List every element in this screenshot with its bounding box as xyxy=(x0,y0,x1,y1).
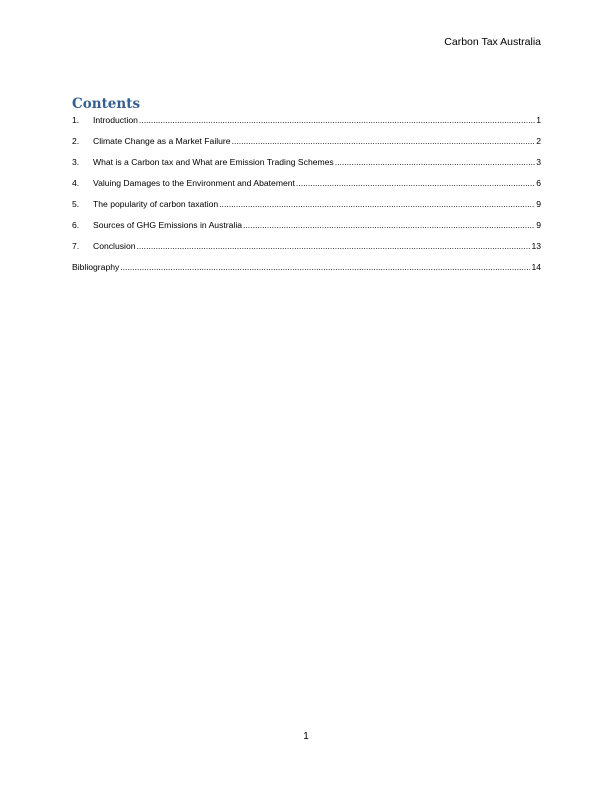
toc-entry-introduction[interactable] xyxy=(72,113,541,134)
toc-entry-number: 3. xyxy=(72,157,80,167)
toc-entry-valuing-damages[interactable] xyxy=(72,176,541,197)
toc-entry-page: 13 xyxy=(531,241,541,251)
toc-entry-bibliography[interactable] xyxy=(72,260,541,274)
toc-entry-label: The popularity of carbon taxation xyxy=(93,199,219,209)
toc-leader-dots xyxy=(232,134,536,148)
toc-entry-label: Introduction xyxy=(93,115,138,125)
toc-entry-page: 14 xyxy=(531,262,541,272)
toc-entry-page: 2 xyxy=(536,136,541,146)
toc-entry-number: 6. xyxy=(72,220,80,230)
toc-entry-label: Climate Change as a Market Failure xyxy=(93,136,231,146)
toc-entry-label: Sources of GHG Emissions in Australia xyxy=(93,220,243,230)
toc-leader-dots xyxy=(139,113,535,127)
toc-title: Contents xyxy=(72,96,141,112)
toc-entry-page: 1 xyxy=(536,115,541,125)
toc-entry-page: 6 xyxy=(536,178,541,188)
toc-entry-ghg-sources[interactable] xyxy=(72,218,541,239)
toc-entry-number: 7. xyxy=(72,241,80,251)
toc-leader-dots xyxy=(243,218,535,232)
toc-entry-number: 1. xyxy=(72,115,80,125)
toc-entry-carbon-tax-ets[interactable] xyxy=(72,155,541,176)
toc-leader-dots xyxy=(219,197,535,211)
toc-entry-conclusion[interactable] xyxy=(72,239,541,260)
running-header: Carbon Tax Australia xyxy=(444,36,541,48)
toc-entry-label: What is a Carbon tax and What are Emission Trading Schemes xyxy=(93,157,334,167)
toc-leader-dots xyxy=(335,155,535,169)
toc-entry-page: 3 xyxy=(536,157,541,167)
toc-leader-dots xyxy=(120,260,530,274)
page-number: 1 xyxy=(303,731,309,742)
toc-leader-dots xyxy=(296,176,535,190)
toc-entry-page: 9 xyxy=(536,220,541,230)
toc-leader-dots xyxy=(137,239,531,253)
toc-entry-number: 2. xyxy=(72,136,80,146)
toc-entry-number: 5. xyxy=(72,199,80,209)
toc-entry-label: Bibliography xyxy=(72,262,120,272)
table-of-contents xyxy=(72,113,541,274)
toc-entry-page: 9 xyxy=(536,199,541,209)
toc-entry-number: 4. xyxy=(72,178,80,188)
toc-entry-label: Valuing Damages to the Environment and Abatement xyxy=(93,178,295,188)
toc-entry-label: Conclusion xyxy=(93,241,136,251)
toc-entry-popularity[interactable] xyxy=(72,197,541,218)
toc-entry-market-failure[interactable] xyxy=(72,134,541,155)
